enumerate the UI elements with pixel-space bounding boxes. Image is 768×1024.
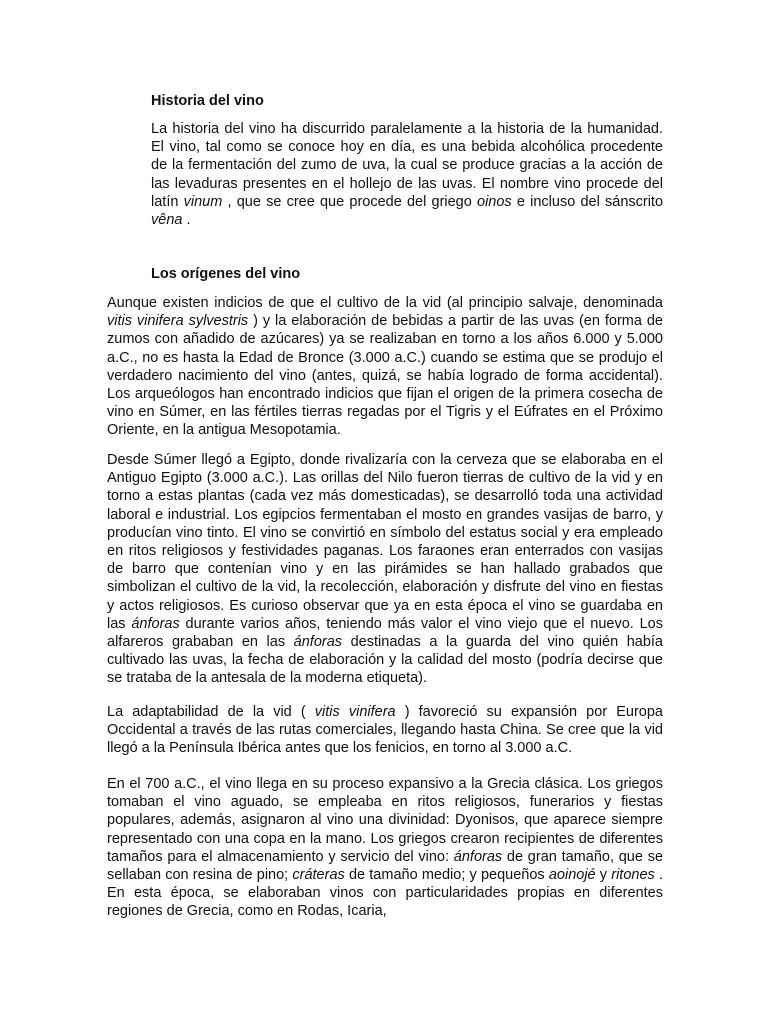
text-run: Aunque existen indicios de que el cultivo de la vid (al principio salvaje, denominada <box>107 295 663 311</box>
italic-term: ánforas <box>131 615 180 632</box>
italic-term: aoinojé <box>548 867 596 884</box>
text-run: ) y la elaboración de bebidas a partir de las uvas (en forma de zumos con añadido de azúcares) ya se realizaban en torno a los años 6.000 y 5.000 a.C., no es hasta la Edad de Bronce (3.000 a.C.) cuando se estima que se produjo el verdadero nacimiento del vino (antes, quizá, se había logrado de forma accidental). Los arqueólogos han encontrado indicios que fijan el origen de la primera cosecha de vino en Súmer, en las fértiles tierras regadas por el Tigris y el Eúfrates en el Próximo Oriente, en la antigua Mesopotamia. <box>107 313 663 439</box>
text-run: La adaptabilidad de la vid ( <box>107 704 315 720</box>
paragraph-adaptability <box>107 703 663 758</box>
italic-term: ánforas <box>453 848 503 865</box>
text-run: y <box>595 867 612 884</box>
section-title-origenes: Los orígenes del vino <box>151 266 301 282</box>
text-run: La historia del vino ha discurrido paralelamente a la historia de la humanidad. El vino, tal como se conoce hoy en día, es una bebida alcohólica procedente de la fermentación del zumo de uva, la cual se produce gracias a la acción de las levaduras presentes en el hollejo de las uvas. El nombre vino procede del latín <box>151 121 663 210</box>
italic-term: vitis vinifera sylvestris <box>107 313 249 330</box>
text-run: durante varios años, teniendo más valor el vino viejo que el nuevo. Los alfareros grababan en las <box>107 615 663 651</box>
italic-term: vêna <box>151 212 183 229</box>
italic-term: vitis vinifera <box>314 704 396 720</box>
paragraph-egypt <box>107 451 663 688</box>
italic-term: ritones <box>611 867 655 884</box>
paragraph-greece <box>107 775 663 921</box>
text-run: de tamaño medio; y pequeños <box>344 867 549 884</box>
text-run: Desde Súmer llegó a Egipto, donde rivalizaría con la cerveza que se elaboraba en el Antiguo Egipto (3.000 a.C.). Las orillas del Nilo fueron tierras de cultivo de la vid y en torno a estas plantas (cada vez más domesticadas), se desarrolló toda una actividad laboral e industrial. Los egipcios fermentaban el mosto en grandes vasijas de barro, y producían vino tinto. El vino se convirtió en símbolo del estatus social y era empleado en ritos religiosos y festividades paganas. Los faraones eran enterrados con vasijas de barro que contenían vino y en las pirámides se han hallado grabados que simbolizan el cultivo de la vid, la recolección, elaboración y disfrute del vino en fiestas y actos religiosos. Es curioso observar que ya en esta época el vino se guardaba en las <box>107 452 663 632</box>
text-run: , que se cree que procede del griego <box>222 193 478 210</box>
section-title-historia: Historia del vino <box>151 93 264 109</box>
text-run: destinadas a la guarda del vino quién había cultivado las uvas, la fecha de elaboración y la calidad del mosto (podría decirse que se trataba de la antesala de la moderna etiqueta). <box>107 634 663 687</box>
intro-paragraph <box>151 120 663 229</box>
text-run: ) favoreció su expansión por Europa Occidental a través de las rutas comerciales, llegando hasta China. Se cree que la vid llegó a la Península Ibérica antes que los fenicios, en torno al 3.000 a.C. <box>107 704 663 757</box>
italic-term: ánforas <box>293 634 343 651</box>
text-run: . <box>182 212 191 229</box>
italic-term: vinum <box>183 193 223 210</box>
text-run: e incluso del sánscrito <box>511 193 664 210</box>
text-run: En el 700 a.C., el vino llega en su proceso expansivo a la Grecia clásica. Los griegos tomaban el vino aguado, se empleaba en ritos religiosos, funerarios y fiestas populares, además, asignaron al vino una divinidad: Dyonisos, que aparece siempre representado con una copa en la mano. Los griegos crearon recipientes de diferentes tamaños para el almacenamiento y servicio del vino: <box>107 776 663 865</box>
text-run: de gran tamaño, que se sellaban con resina de pino; <box>107 848 664 884</box>
text-run: . En esta época, se elaboraban vinos con particularidades propias en diferentes regiones de Grecia, como en Rodas, Icaria, <box>107 867 663 920</box>
italic-term: oinos <box>477 193 512 210</box>
italic-term: cráteras <box>292 867 345 884</box>
paragraph-origins <box>107 294 663 440</box>
